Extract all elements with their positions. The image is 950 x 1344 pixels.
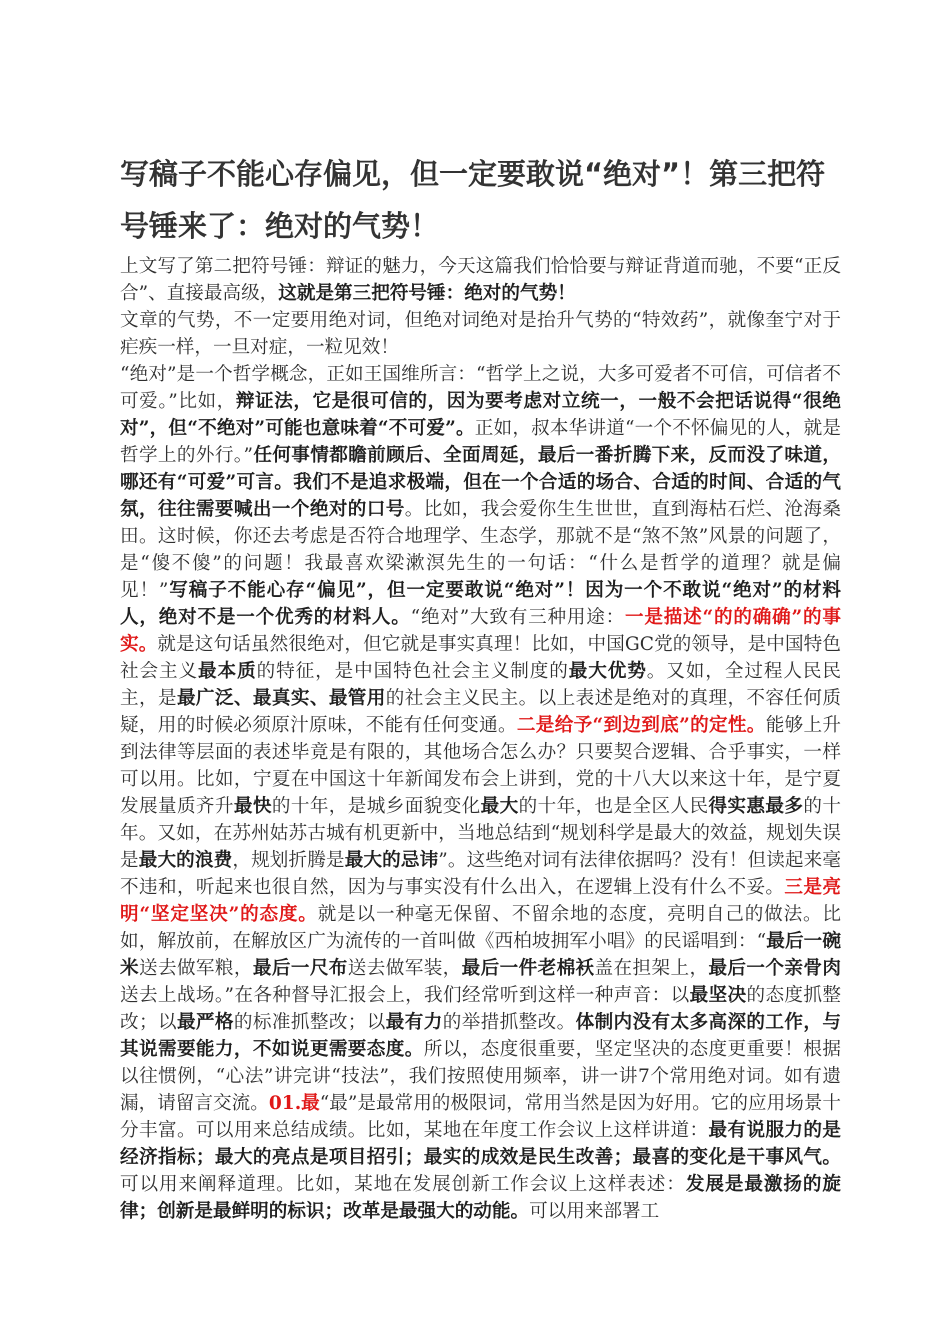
- paragraph: [120, 307, 841, 361]
- text-run: 所以，态度很重要，坚定坚决的态度更重要！根据以往惯例，“心法”讲完讲“技法”，我们按照使用频率，讲一讲7个常用绝对词。如有遗漏，请留言交流。: [120, 1039, 841, 1114]
- text-run: 。又如，全过程人民民主，是: [120, 661, 841, 709]
- bold-text-run: 发展是最激扬的旋律；创新是最鲜明的标识；改革是最强大的动能。: [120, 1174, 841, 1222]
- bold-text-run: 最快: [233, 796, 272, 817]
- bold-text-run: 得实惠最多: [708, 796, 804, 817]
- text-run: 。比如，我会爱你生生世世，直到海枯石烂、沧海桑田。这时候，你还去考虑是否符合地理学、生态学，那就不是“煞不煞”风景的问题了，是“傻不傻”的问题！我最喜欢梁漱溟先生的一句话：“什么是哲学的道理？就是偏见！”: [120, 499, 841, 601]
- text-run: 可以用来阐释道理。比如，某地在发展创新工作会议上这样表述：: [120, 1174, 686, 1195]
- bold-text-run: 写稿子不能心存“偏见”，但一定要敢说“绝对”！因为一个不敢说“绝对”的材料人，绝对不是一个优秀的材料人。: [120, 580, 842, 628]
- text-run: 正如，叔本华讲道“一个不怀偏见的人，就是哲学上的外行。”: [120, 418, 841, 466]
- text-run: 的举措抓整改。: [442, 1012, 576, 1033]
- text-run: 就是以一种毫无保留、不留余地的态度，亮明自己的做法。比如，解放前，在解放区广为流传的一首叫做《西柏坡拥军小唱》的民谣唱到：“: [120, 904, 841, 952]
- text-run: 可以用来部署工: [529, 1201, 660, 1222]
- bold-text-run: 最大的浪费: [138, 850, 233, 871]
- bold-text-run: 辩证法，它是很可信的，因为要考虑对立统一，一般不会把话说得“很绝对”，但“不绝对”可能也意味着“不可爱”。: [120, 391, 841, 439]
- document-body: [120, 253, 841, 1225]
- bold-text-run: 最大优势: [568, 661, 647, 682]
- paragraph: [120, 253, 841, 307]
- text-run: 的标准抓整改；以: [233, 1012, 386, 1033]
- red-heading-run: 二是给予“到边到底”的定性。: [516, 715, 766, 736]
- text-run: “最”是最常用的极限词，常用当然是因为好用。它的应用场景十分丰富。可以用来总结成绩。比如，某地在年度工作会议上这样讲道：: [120, 1093, 841, 1141]
- bold-text-run: 最本质: [198, 661, 257, 682]
- paragraph: [120, 361, 841, 1225]
- bold-text-run: 最有说服力的是经济指标；最大的亮点是项目招引；最实的成效是民生改善；最喜的变化是干事风气。: [120, 1120, 841, 1168]
- bold-text-run: 最有力: [385, 1012, 443, 1033]
- text-run: 送去做军粮，: [138, 958, 253, 979]
- text-run: 的十年，是城乡面貌变化: [271, 796, 481, 817]
- text-run: 能够上升到法律等层面的表述毕竟是有限的，其他场合怎么办？只要契合逻辑、合乎事实，一样可以用。比如，宁夏在中国这十年新闻发布会上讲到，党的十八大以来这十年，是宁夏发展量质齐升: [120, 715, 841, 817]
- text-run: ”。这些绝对词有法律依据吗？没有！但读起来毫不违和，听起来也很自然，因为与事实没有什么出入，在逻辑上没有什么不妥。: [120, 850, 841, 898]
- text-run: “绝对”是一个哲学概念，正如王国维所言：“哲学上之说，大多可爱者不可信，可信者不可爱。”比如，: [120, 364, 841, 412]
- bold-text-run: 最后一个亲骨肉: [708, 958, 841, 979]
- red-heading-run: 01.最: [268, 1093, 320, 1114]
- text-run: 上文写了第二把符号锤：辩证的魅力，今天这篇我们恰恰要与辩证背道而驰，不要“正反合”、直接最高级，: [120, 256, 841, 304]
- text-run: 的十年，也是全区人民: [518, 796, 709, 817]
- text-run: 的十年。又如，在苏州姑苏古城有机更新中，当地总结到“规划科学是最大的效益，规划失误是: [120, 796, 841, 871]
- text-run: 送去做军装，: [347, 958, 462, 979]
- bold-text-run: 这就是第三把符号锤：绝对的气势！: [278, 283, 576, 304]
- text-run: 的社会主义民主。以上表述是绝对的真理，不容任何质疑，用的时候必须原汁原味，不能有任何变通。: [120, 688, 841, 736]
- bold-text-run: 任何事情都瞻前顾后、全面周延，最后一番折腾下来，反而没了味道，哪还有“可爱”可言。我们不是追求极端，但在一个合适的场合、合适的时间、合适的气氛，往往需要喊出一个绝对的口号: [120, 445, 841, 520]
- red-heading-run: 三是亮明“坚定坚决”的态度。: [120, 877, 841, 925]
- bold-text-run: 最后一碗米: [120, 931, 841, 979]
- bold-text-run: 体制内没有太多高深的工作，与其说需要能力，不如说更需要态度。: [120, 1012, 841, 1060]
- text-run: 的态度抓整改；以: [120, 985, 841, 1033]
- bold-text-run: 最坚决: [689, 985, 747, 1006]
- red-heading-run: 一是描述“的的确确”的事实。: [120, 607, 841, 655]
- bold-text-run: 最大的忌讳: [344, 850, 439, 871]
- text-run: “绝对”大致有三种用途：: [410, 607, 626, 628]
- text-run: 就是这句话虽然很绝对，但它就是事实真理！比如，中国GC党的领导，是中国特色社会主义: [120, 634, 841, 682]
- document-title: 写稿子不能心存偏见，但一定要敢说“绝对”！第三把符号锤来了：绝对的气势！: [120, 157, 826, 243]
- text-run: 文章的气势，不一定要用绝对词，但绝对词绝对是抬升气势的“特效药”，就像奎宁对于疟疾一样，一旦对症，一粒见效！: [120, 310, 841, 358]
- text-run: ，规划折腾是: [232, 850, 345, 871]
- bold-text-run: 最后一件老棉袄: [461, 958, 595, 979]
- text-run: 送去上战场。”在各种督导汇报会上，我们经常听到这样一种声音：以: [120, 985, 690, 1006]
- bold-text-run: 最大: [480, 796, 519, 817]
- bold-text-run: 最后一尺布: [252, 958, 348, 979]
- bold-text-run: 最严格: [176, 1012, 234, 1033]
- bold-text-run: 最广泛、最真实、最管用: [176, 688, 386, 709]
- text-run: 盖在担架上，: [594, 958, 709, 979]
- text-run: 的特征，是中国特色社会主义制度的: [256, 661, 569, 682]
